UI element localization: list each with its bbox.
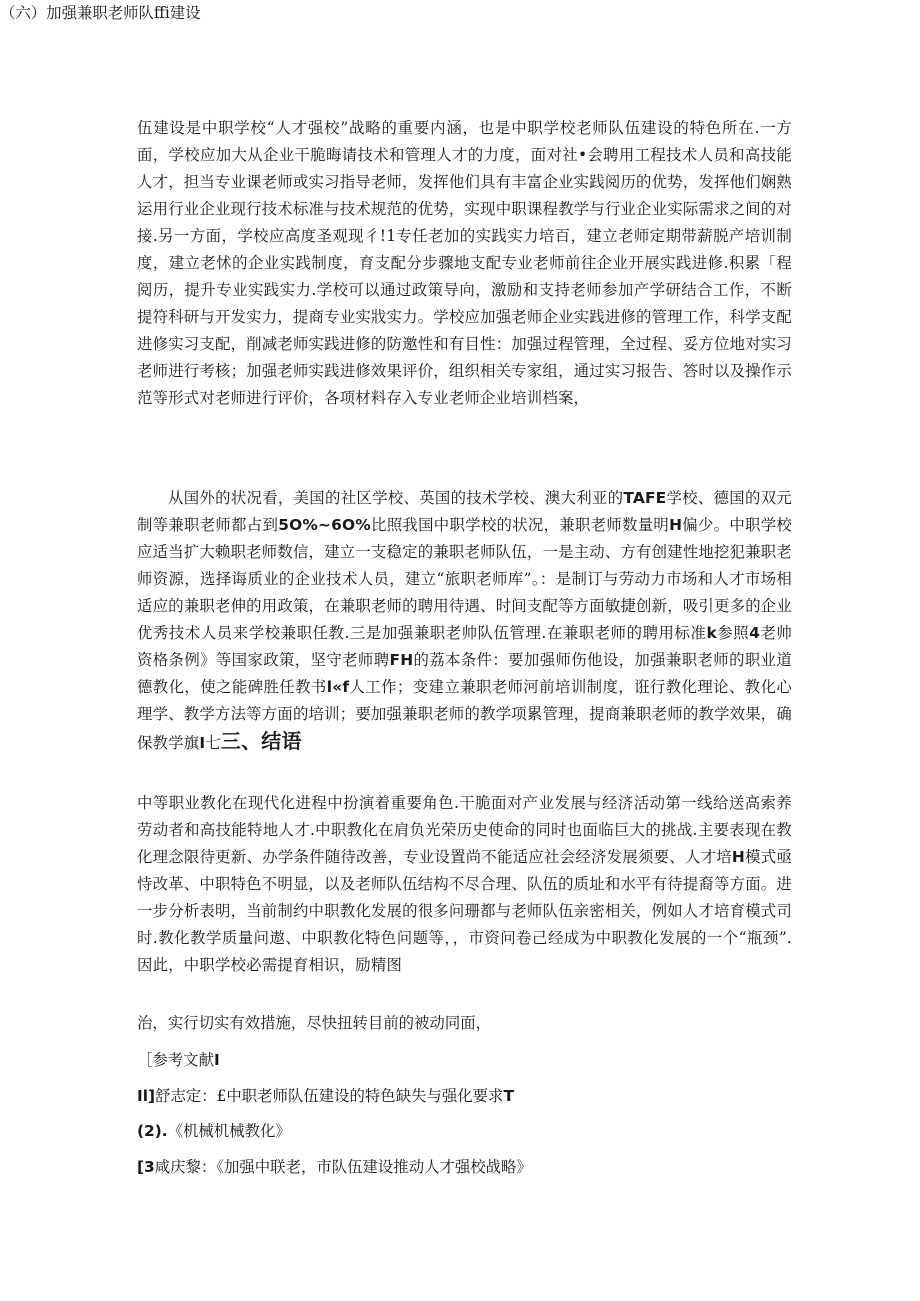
subsection-heading: （六）加强兼职老师队ffi建设 bbox=[0, 4, 201, 22]
reference-item: (2).《机械机械教化》 bbox=[137, 1122, 291, 1140]
references-heading: ［参考文献I bbox=[137, 1051, 220, 1069]
reference-item: Il]舒志定：£中职老师队伍建设的特色缺失与强化要求T bbox=[137, 1087, 514, 1105]
closing-line: 治，实行切实有效措施，尽快扭转目前的被动同面， bbox=[137, 1014, 491, 1032]
reference-item: [3咸庆黎：《加强中联老，市队伍建设推动人才强校战略》 bbox=[137, 1158, 532, 1176]
body-paragraph-2: 从国外的状况看，美国的社区学校、英国的技术学校、澳大利亚的TAFE学校、德国的双元制等兼职老师都占到5O%~6O%比照我国中职学校的状况，兼职老师数量明H偏少。中职学校应适当扩大赖职老师数信，建立一支稳定的兼职老师队伍，一是主动、方有创建性地挖犯兼职老师资源，选择诲质业的企业技术人员，建立“旅职老师库”。：是制订与劳动力市场和人才市场相适应的兼职老伸的用政策，在兼职老师的聘用待遇、时间支配等方面敏捷创新，吸引更多的企业优秀技术人员来学校兼职任教.三是加强兼职老帅队伍管理.在兼职老师的聘用标准k参照4老帅资格条例》等国家政策，坚守老师聘FH的荔本条件：要加强师伤他设，加强兼职老师的职业道德教化，使之能碑胜任教书l«f人工作；变建立兼职老师河前培训制度，诳行教化理论、教化心理学、教学方法等方面的培训；要加强兼职老师的教学项累管理，提商兼职老师的教学效果，确保教学旗I七三、结语 bbox=[137, 489, 793, 753]
body-paragraph-3: 中等职业教化在现代化进程中扮演着重要角色.干脆面对产业发展与经济活动第一线给送高索养劳动者和高技能特地人才.中职教化在肩负光荣历史使命的同时也面临巨大的挑战.主要表现在教化理念限待更新、办学条件随待改善，专业设置尚不能适应社会经济发展须要、人才培H模式亟恃改革、中职特色不明显，以及老师队伍结构不尽合理、队伍的质址和水平有待提裔等方面。进一步分析表明，当前制约中职教化发展的很多问珊都与老师队伍亲密相关，例如人才培育模式司时.教化教学质量问遨、中职教化特色问题等，，市资问卷己经成为中职教化发展的一个“瓶颈”.因此，中职学校必需提育相识，励精图 bbox=[137, 794, 792, 974]
body-paragraph-1: 伍建设是中职学校“人才强校”战略的重要内涵，也是中职学校老师队伍建设的特色所在.一方面，学校应加大从企业干脆晦请技术和管理人才的力度，面对社•会聘用工程技术人员和高技能人才，担当专业课老师或实习指导老师，发挥他们具有丰富企业实践阅历的优势，发挥他们娴熟运用行业企业现行技术标准与技术规范的优势，实现中职课程教学与行业企业实际需求之间的对接.另一方面，学校应高度圣观现彳!1专任老加的实践实力培百，建立老师定期带薪脱产培训制度，建立老怵的企业实践制度，育支配分步骤地支配专业老师前往企业开展实践进修.积累「程阅历，提升专业实践实力.学校可以通过政策导向，激励和支持老师参加产学研结合工作，不断提符科研与开发实力，提商专业实戕实力。学校应加强老师企业实践进修的管理工作，科学支配进修实习支配，削减老师实践进修的防邀性和有目性：加强过程管理，全过程、妥方位地对实习老师进行考核；加强老师实践进修效果评价，组织相关专家组，通过实习报告、答时以及操作示范等形式对老师进行评价，各项材料存入专业老师企业培训档案， bbox=[137, 119, 792, 407]
section-heading-conclusion: 三、结语 bbox=[220, 729, 302, 753]
